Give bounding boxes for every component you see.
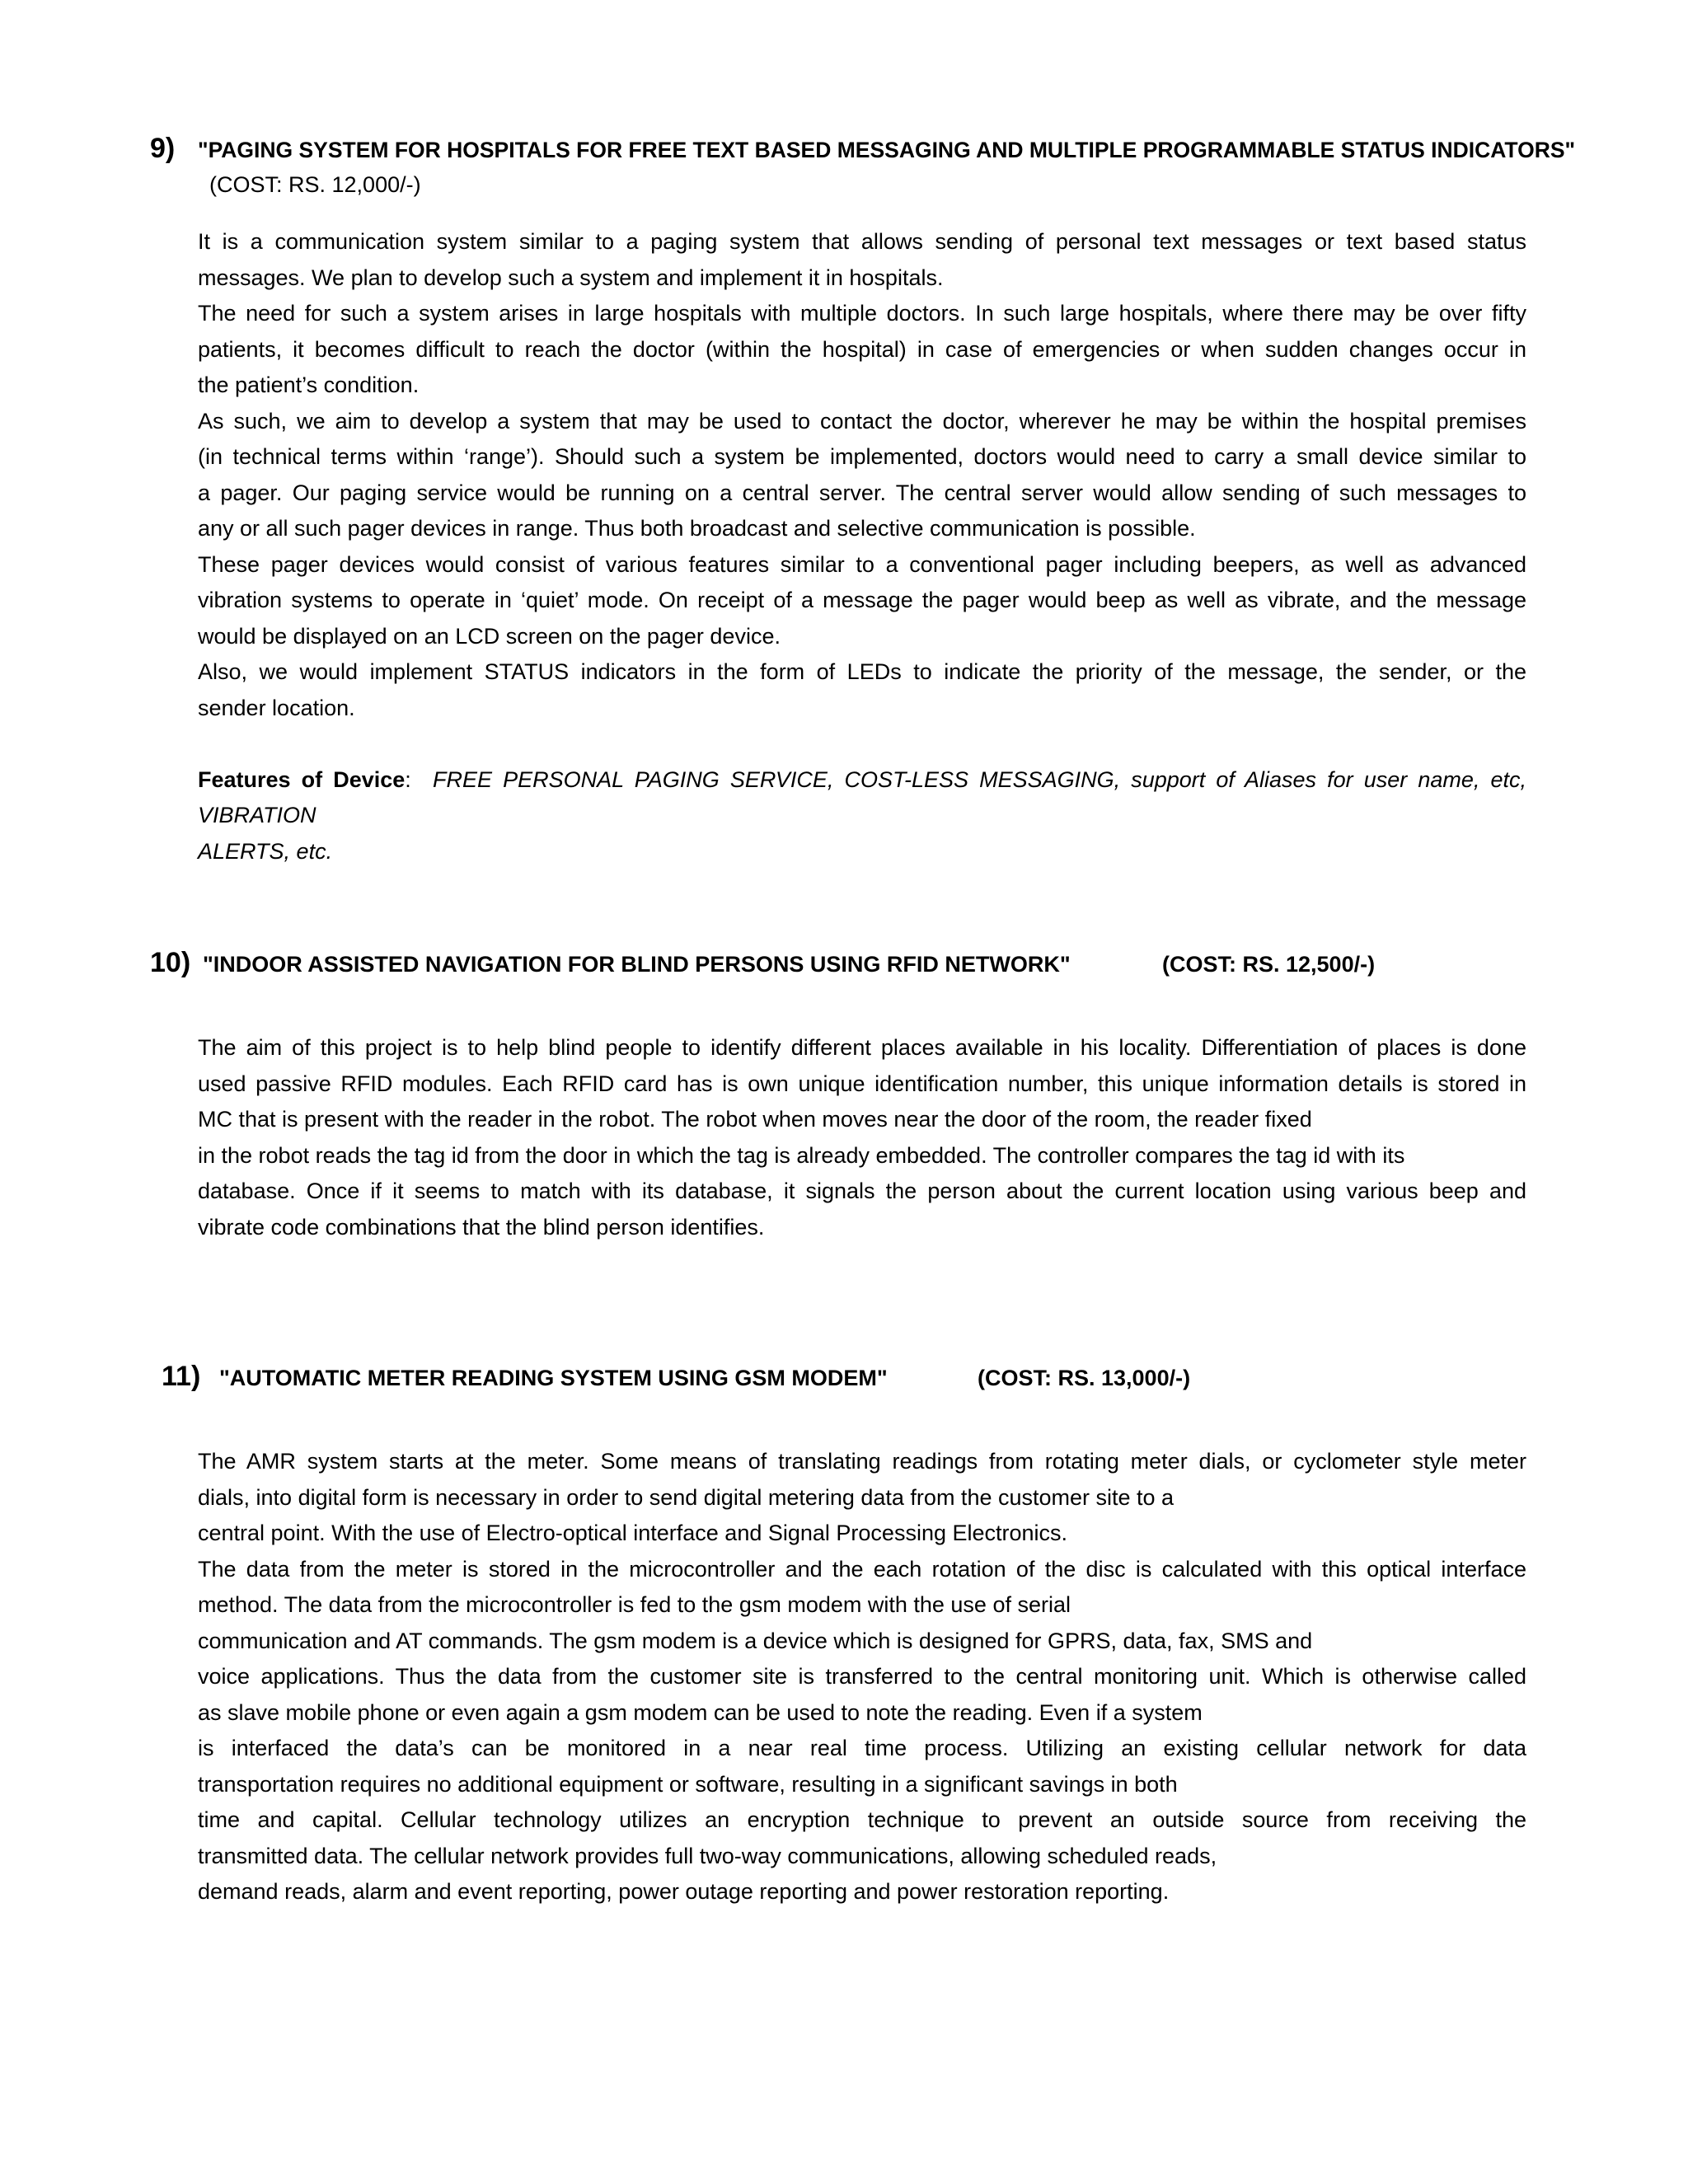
features-text: FREE PERSONAL PAGING SERVICE, COST-LESS MESSAGING, support of Aliases for user name, etc, VIBRATION bbox=[198, 766, 1526, 827]
body-line: sender location. bbox=[198, 695, 355, 720]
features-line bbox=[198, 834, 1526, 870]
body-line: used passive RFID modules. Each RFID card has is own unique identification number, this unique information details is stored in bbox=[198, 1071, 1526, 1096]
body-line: As such, we aim to develop a system that may be used to contact the doctor, wherever he may be within the hospital premises bbox=[198, 408, 1526, 434]
features-line bbox=[198, 762, 1526, 834]
body-line: The data from the meter is stored in the microcontroller and the each rotation of the disc is calculated with this optical interface bbox=[198, 1556, 1526, 1582]
section-number: 9) bbox=[150, 133, 176, 164]
body-line: It is a communication system similar to a paging system that allows sending of personal text messages or text based status bbox=[198, 229, 1526, 254]
body-line: as slave mobile phone or even again a gsm modem can be used to note the reading. Even if a system bbox=[198, 1699, 1203, 1725]
body-line: The need for such a system arises in large hospitals with multiple doctors. In such large hospitals, where there may be over fifty bbox=[198, 301, 1526, 326]
section-heading bbox=[0, 1360, 1688, 1409]
body-line: (in technical terms within ‘range’). Should such a system be implemented, doctors would need to carry a small device similar to bbox=[198, 444, 1526, 469]
body-line: time and capital. Cellular technology utilizes an encryption technique to prevent an outside source from receiving the bbox=[198, 1807, 1526, 1832]
section-body bbox=[198, 1030, 1526, 1245]
body-line: a pager. Our paging service would be running on a central server. The central server would allow sending of such messages to bbox=[198, 480, 1526, 505]
body-line: Also, we would implement STATUS indicators in the form of LEDs to indicate the priority of the message, the sender, or the bbox=[198, 659, 1526, 684]
project-section-11 bbox=[0, 1360, 1688, 1904]
body-line: method. The data from the microcontroller is fed to the gsm modem with the use of serial bbox=[198, 1592, 1071, 1617]
body-line: would be displayed on an LCD screen on the pager device. bbox=[198, 623, 781, 649]
body-line: any or all such pager devices in range. Thus both broadcast and selective communication is possible. bbox=[198, 516, 1196, 541]
features-separator: : bbox=[405, 766, 411, 792]
section-number: 11) bbox=[162, 1361, 201, 1392]
project-section-9 bbox=[0, 132, 1688, 864]
body-line: demand reads, alarm and event reporting, power outage reporting and power restoration reporting. bbox=[198, 1879, 1170, 1904]
body-line: These pager devices would consist of various features similar to a conventional pager including beepers, as well as advanced bbox=[198, 551, 1526, 577]
features-label: Features of Device bbox=[198, 766, 406, 792]
body-line: The aim of this project is to help blind people to identify different places available in his locality. Differentiation of places is done bbox=[198, 1035, 1526, 1060]
section-body bbox=[198, 1444, 1526, 1910]
section-cost: (COST: RS. 12,500/-) bbox=[1162, 952, 1376, 977]
body-line: transportation requires no additional equipment or software, resulting in a significant savings in both bbox=[198, 1771, 1178, 1797]
section-body bbox=[198, 224, 1526, 869]
body-line: the patient’s condition. bbox=[198, 373, 420, 397]
body-line: The AMR system starts at the meter. Some means of translating readings from rotating meter dials, or cyclometer style meter bbox=[198, 1449, 1526, 1474]
body-line: database. Once if it seems to match with its database, it signals the person about the current location using various beep and bbox=[198, 1179, 1526, 1203]
body-line: central point. With the use of Electro-optical interface and Signal Processing Electronics. bbox=[198, 1521, 1068, 1545]
body-line: patients, it becomes difficult to reach the doctor (within the hospital) in case of emergencies or when sudden changes occur in bbox=[198, 336, 1526, 362]
section-title: "AUTOMATIC METER READING SYSTEM USING GSM MODEM" bbox=[219, 1366, 888, 1390]
section-title: "PAGING SYSTEM FOR HOSPITALS FOR FREE TEXT BASED MESSAGING AND MULTIPLE PROGRAMMABLE STATUS INDICATORS" bbox=[198, 138, 1576, 162]
body-line: messages. We plan to develop such a system and implement it in hospitals. bbox=[198, 265, 944, 290]
body-line: transmitted data. The cellular network provides full two-way communications, allowing scheduled reads, bbox=[198, 1843, 1217, 1868]
body-line: MC that is present with the reader in the robot. The robot when moves near the door of the room, the reader fixed bbox=[198, 1107, 1312, 1132]
body-line: is interfaced the data’s can be monitored in a near real time process. Utilizing an existing cellular network for data bbox=[198, 1736, 1526, 1760]
project-section-10 bbox=[0, 946, 1688, 1240]
section-cost: (COST: RS. 12,000/-) bbox=[209, 172, 421, 197]
body-line: communication and AT commands. The gsm modem is a device which is designed for GPRS, data, fax, SMS and bbox=[198, 1628, 1313, 1653]
section-title: "INDOOR ASSISTED NAVIGATION FOR BLIND PERSONS USING RFID NETWORK" bbox=[203, 952, 1071, 977]
spacer bbox=[198, 726, 1526, 762]
body-line: vibrate code combinations that the blind person identifies. bbox=[198, 1214, 765, 1240]
section-number: 10) bbox=[150, 947, 191, 978]
body-line: vibration systems to operate in ‘quiet’ mode. On receipt of a message the pager would beep as well as vibrate, and the message bbox=[198, 588, 1526, 612]
features-text: ALERTS, etc. bbox=[198, 838, 333, 864]
body-line: in the robot reads the tag id from the door in which the tag is already embedded. The controller compares the tag id with its bbox=[198, 1142, 1405, 1168]
body-line: voice applications. Thus the data from the customer site is transferred to the central monitoring unit. Which is otherwise called bbox=[198, 1664, 1526, 1689]
body-line: dials, into digital form is necessary in order to send digital metering data from the customer site to a bbox=[198, 1484, 1175, 1510]
section-heading bbox=[0, 946, 1688, 996]
section-cost: (COST: RS. 13,000/-) bbox=[978, 1366, 1191, 1390]
